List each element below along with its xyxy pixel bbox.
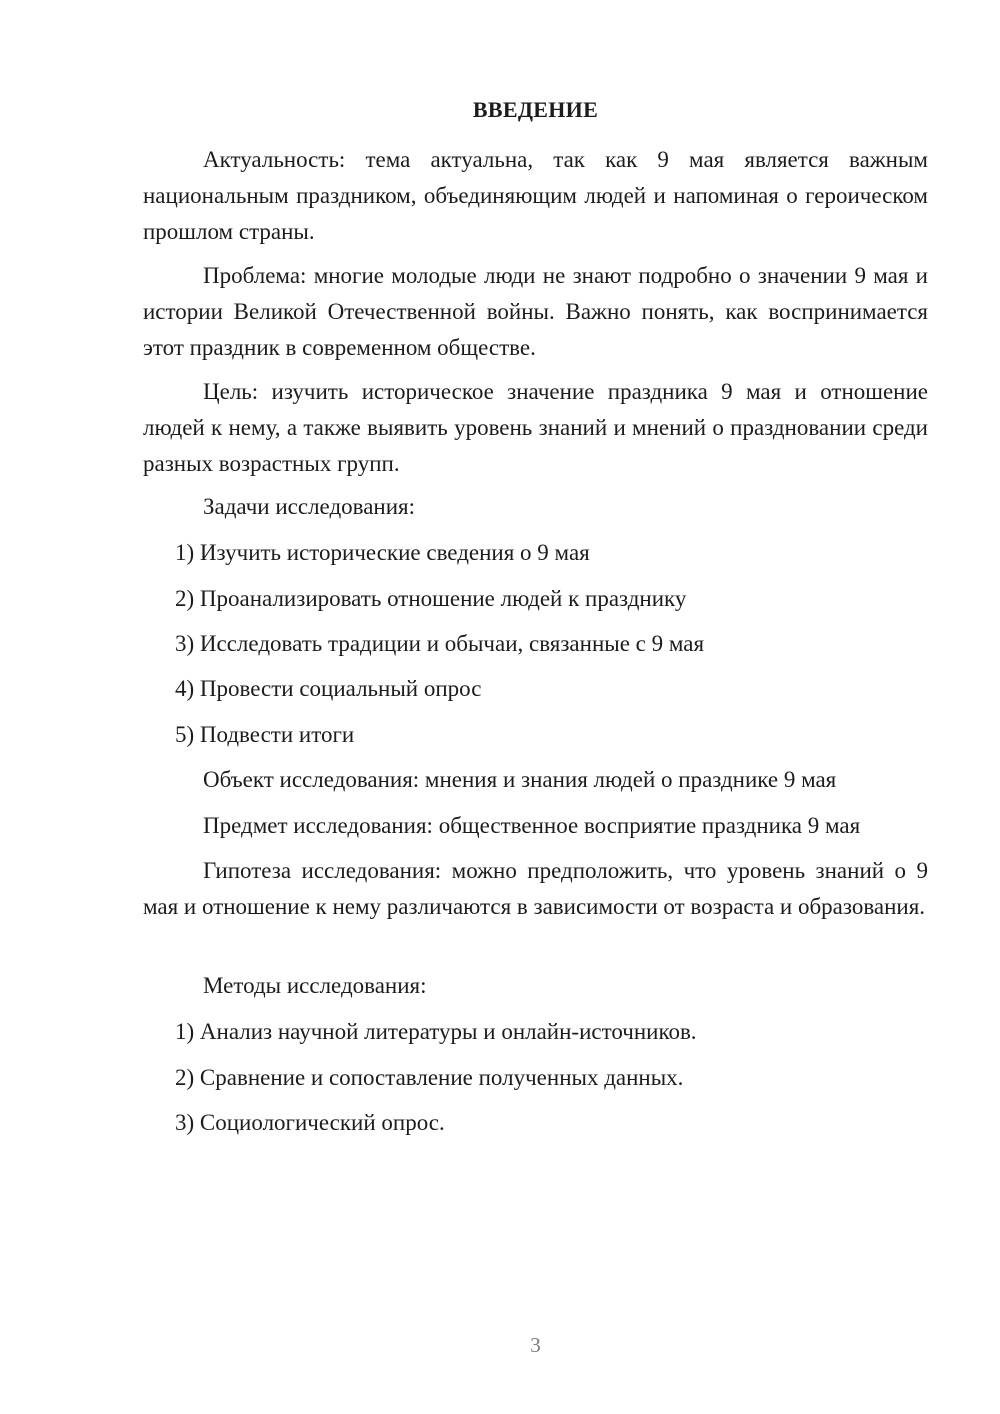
research-object: Объект исследования: мнения и знания людей о празднике 9 мая <box>203 767 837 792</box>
goal-paragraph: Цель: изучить историческое значение праздника 9 мая и отношение людей к нему, а также выявить уровень знаний и мнений о праздновании среди разных возрастных групп. <box>143 379 928 476</box>
relevance-paragraph: Актуальность: тема актуальна, так как 9 мая является важным национальным праздником, объединяющим людей и напоминая о героическом прошлом страны. <box>143 147 928 244</box>
task-item: 3) Исследовать традиции и обычаи, связанные с 9 мая <box>175 631 705 656</box>
task-item: 5) Подвести итоги <box>175 722 355 747</box>
hypothesis-paragraph: Гипотеза исследования: можно предположить, что уровень знаний о 9 мая и отношение к нему различаются в зависимости от возраста и образования. <box>143 858 928 919</box>
task-item: 1) Изучить исторические сведения о 9 мая <box>175 540 590 565</box>
method-item: 2) Сравнение и сопоставление полученных данных. <box>175 1065 684 1090</box>
method-item: 1) Анализ научной литературы и онлайн-источников. <box>175 1019 697 1044</box>
problem-paragraph: Проблема: многие молодые люди не знают подробно о значении 9 мая и истории Великой Отечественной войны. Важно понять, как воспринимается этот праздник в современном обществе. <box>143 263 928 360</box>
methods-heading: Методы исследования: <box>203 973 427 998</box>
research-subject: Предмет исследования: общественное восприятие праздника 9 мая <box>203 813 861 838</box>
method-item: 3) Социологический опрос. <box>175 1110 445 1135</box>
document-page <box>143 0 928 1414</box>
tasks-heading: Задачи исследования: <box>203 494 416 519</box>
section-title: ВВЕДЕНИЕ <box>472 97 599 122</box>
task-item: 2) Проанализировать отношение людей к празднику <box>175 586 687 611</box>
page-number: 3 <box>530 1333 541 1357</box>
task-item: 4) Провести социальный опрос <box>175 676 482 701</box>
